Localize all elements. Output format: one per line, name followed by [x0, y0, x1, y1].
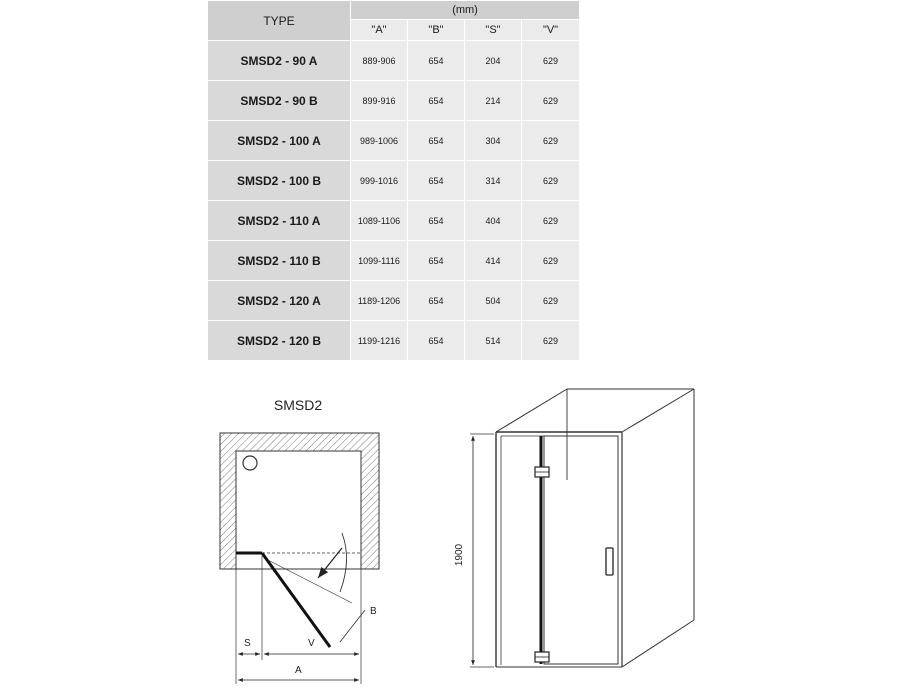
value-cell: 204 — [465, 41, 522, 81]
value-cell: 1189-1206 — [351, 281, 408, 321]
elevation-view — [454, 389, 694, 667]
value-cell: 1089-1106 — [351, 201, 408, 241]
top-right-diagonal — [622, 389, 694, 432]
swing-arrow-icon — [318, 548, 342, 578]
plan-title: SMSD2 — [273, 397, 323, 413]
label-s: S — [244, 638, 251, 649]
door-leaf-open — [262, 553, 330, 647]
type-cell: SMSD2 - 110 A — [208, 201, 351, 241]
type-cell: SMSD2 - 90 B — [208, 81, 351, 121]
column-header-s: "S" — [465, 20, 522, 41]
b-extension-line — [268, 560, 352, 603]
value-cell: 654 — [408, 281, 465, 321]
column-header-b: "B" — [408, 20, 465, 41]
label-b: B — [370, 606, 377, 617]
door-handle — [606, 548, 613, 575]
door-swing-arc — [340, 533, 347, 592]
value-cell: 304 — [465, 121, 522, 161]
value-cell: 629 — [522, 201, 580, 241]
label-a: A — [295, 665, 302, 676]
column-header-v: "V" — [522, 20, 580, 41]
type-header: TYPE — [208, 1, 351, 41]
type-cell: SMSD2 - 110 B — [208, 241, 351, 281]
unit-header: (mm) — [351, 1, 580, 20]
value-cell: 629 — [522, 161, 580, 201]
value-cell: 654 — [408, 201, 465, 241]
value-cell: 629 — [522, 281, 580, 321]
value-cell: 1099-1116 — [351, 241, 408, 281]
value-cell: 989-1006 — [351, 121, 408, 161]
value-cell: 654 — [408, 41, 465, 81]
value-cell: 654 — [408, 241, 465, 281]
bottom-right-diagonal — [622, 620, 694, 667]
value-cell: 404 — [465, 201, 522, 241]
value-cell: 414 — [465, 241, 522, 281]
type-cell: SMSD2 - 100 A — [208, 121, 351, 161]
top-left-diagonal — [496, 389, 567, 432]
column-header-a: "A" — [351, 20, 408, 41]
value-cell: 514 — [465, 321, 522, 361]
value-cell: 214 — [465, 81, 522, 121]
value-cell: 654 — [408, 161, 465, 201]
value-cell: 1199-1216 — [351, 321, 408, 361]
plan-view — [220, 397, 379, 684]
value-cell: 629 — [522, 241, 580, 281]
value-cell: 654 — [408, 81, 465, 121]
label-v: V — [308, 638, 315, 649]
type-cell: SMSD2 - 90 A — [208, 41, 351, 81]
type-cell: SMSD2 - 100 B — [208, 161, 351, 201]
drain-icon — [243, 456, 257, 470]
type-cell: SMSD2 - 120 A — [208, 281, 351, 321]
value-cell: 314 — [465, 161, 522, 201]
value-cell: 629 — [522, 81, 580, 121]
value-cell: 654 — [408, 121, 465, 161]
value-cell: 629 — [522, 321, 580, 361]
wall-hatch — [220, 433, 379, 569]
value-cell: 629 — [522, 41, 580, 81]
value-cell: 629 — [522, 121, 580, 161]
value-cell: 504 — [465, 281, 522, 321]
value-cell: 999-1016 — [351, 161, 408, 201]
type-cell: SMSD2 - 120 B — [208, 321, 351, 361]
value-cell: 654 — [408, 321, 465, 361]
value-cell: 889-906 — [351, 41, 408, 81]
value-cell: 899-916 — [351, 81, 408, 121]
height-label: 1900 — [454, 543, 465, 567]
